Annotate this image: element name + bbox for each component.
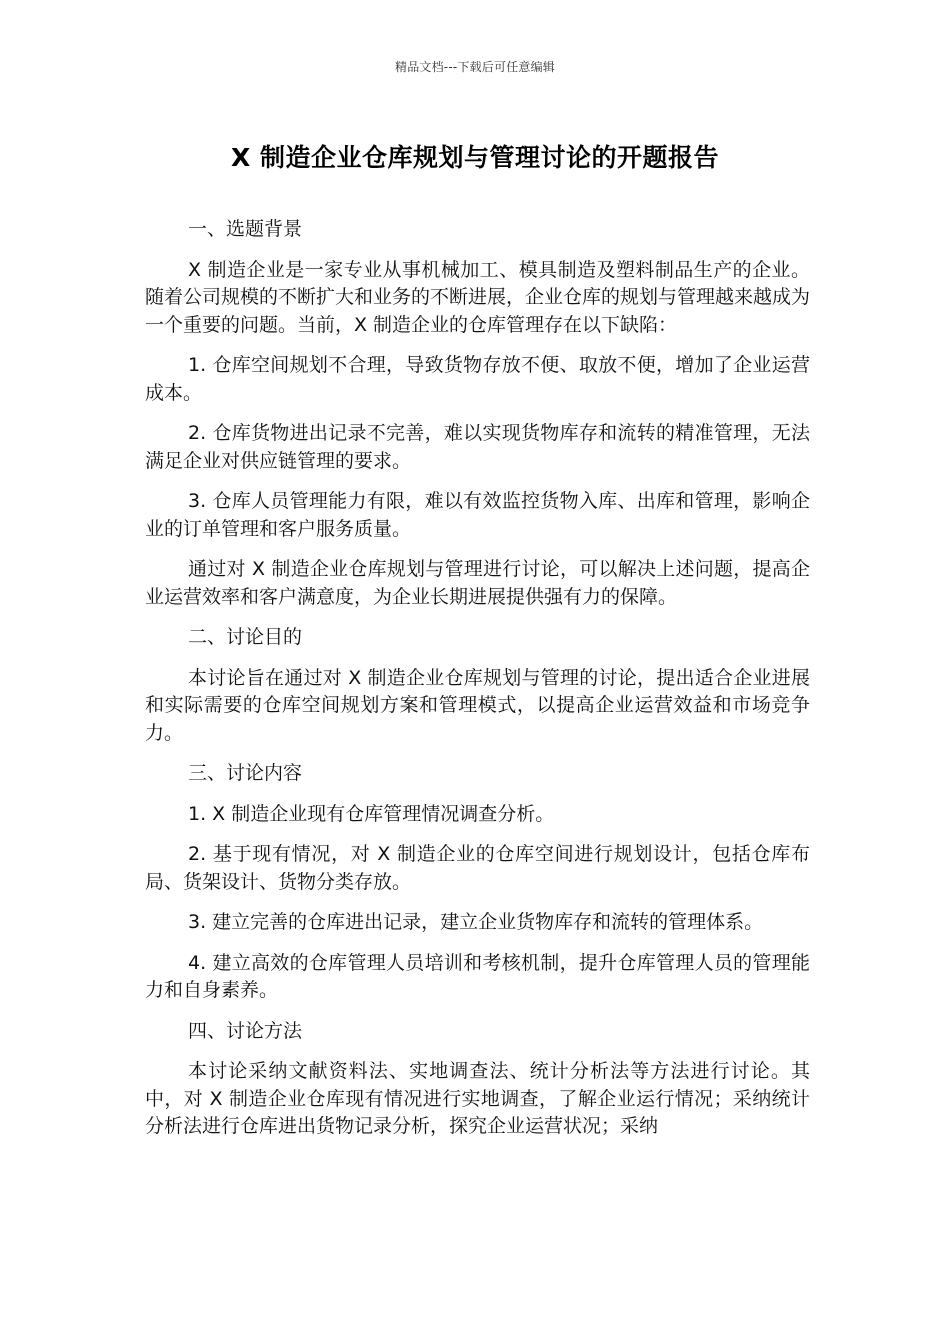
document-title: X 制造企业仓库规划与管理讨论的开题报告: [231, 143, 719, 172]
list-item-defect-3: 3. 仓库人员管理能力有限，难以有效监控货物入库、出库和管理，影响企业的订单管理和客户服务质量。: [145, 490, 810, 540]
section-heading-background: 一、选题背景: [188, 218, 303, 240]
section-heading-purpose: 二、讨论目的: [188, 626, 303, 648]
document-body: [145, 216, 810, 1154]
paragraph-background-conclusion: 通过对 X 制造企业仓库规划与管理进行讨论，可以解决上述问题，提高企业运营效率和客户满意度，为企业长期进展提供强有力的保障。: [145, 558, 810, 608]
list-item-content-1: 1. X 制造企业现有仓库管理情况调查分析。: [188, 802, 555, 825]
list-item-defect-2: 2. 仓库货物进出记录不完善，难以实现货物库存和流转的精准管理，无法满足企业对供应链管理的要求。: [145, 422, 810, 472]
section-heading-content: 三、讨论内容: [188, 762, 303, 784]
list-item-content-4: 4. 建立高效的仓库管理人员培训和考核机制，提升仓库管理人员的管理能力和自身素养。: [145, 951, 810, 1001]
section-heading-method: 四、讨论方法: [188, 1019, 303, 1042]
header-note: 精品文档---下载后可任意编辑: [395, 60, 555, 74]
paragraph-background-intro: X 制造企业是一家专业从事机械加工、模具制造及塑料制品生产的企业。随着公司规模的不断扩大和业务的不断进展，企业仓库的规划与管理越来越成为一个重要的问题。当前，X 制造企业的仓库管理存在以下缺陷：: [145, 258, 811, 336]
list-item-defect-1: 1. 仓库空间规划不合理，导致货物存放不便、取放不便，增加了企业运营成本。: [145, 354, 810, 404]
paragraph-method: 本讨论采纳文献资料法、实地调查法、统计分析法等方法进行讨论。其中，对 X 制造企业仓库现有情况进行实地调查，了解企业运行情况；采纳统计分析法进行仓库进出货物记录分析，探究企业运营状况；采纳: [145, 1060, 810, 1137]
list-item-content-3: 3. 建立完善的仓库进出记录，建立企业货物库存和流转的管理体系。: [188, 911, 764, 933]
list-item-content-2: 2. 基于现有情况，对 X 制造企业的仓库空间进行规划设计，包括仓库布局、货架设计、货物分类存放。: [145, 843, 810, 893]
paragraph-purpose: 本讨论旨在通过对 X 制造企业仓库规划与管理的讨论，提出适合企业进展和实际需要的仓库空间规划方案和管理模式，以提高企业运营效益和市场竞争力。: [145, 666, 810, 744]
